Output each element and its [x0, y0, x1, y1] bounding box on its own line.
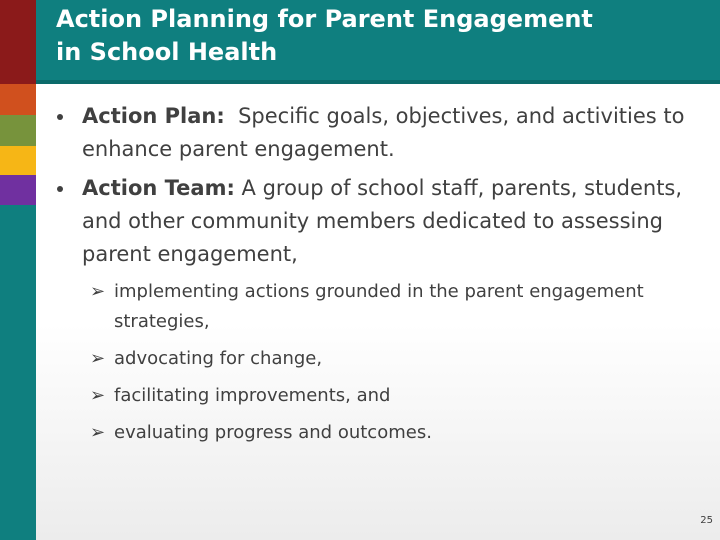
- sub-bullet-evaluating: [90, 418, 696, 448]
- slide-content: [56, 100, 696, 455]
- slide-title-line-2: in School Health: [56, 38, 278, 66]
- sub-bullet-advocating: [90, 344, 696, 374]
- side-stripe-yellow: [0, 146, 36, 175]
- bullet-text: Specific goals, objectives, and activities to enhance parent engagement.: [82, 104, 692, 161]
- title-band: [36, 0, 720, 84]
- side-stripe-green: [0, 115, 36, 146]
- bullet-term: Action Plan:: [82, 104, 225, 128]
- arrow-bullet-icon: ➢: [90, 385, 106, 406]
- arrow-bullet-icon: ➢: [90, 348, 106, 369]
- side-stripe-orange: [0, 84, 36, 115]
- sub-bullet-implementing: [90, 277, 696, 337]
- slide-title: [56, 3, 696, 69]
- side-stripe-red: [0, 0, 36, 84]
- page-number: 25: [700, 515, 713, 526]
- slide-title-line-1: Action Planning for Parent Engagement: [56, 5, 593, 33]
- bullet-action-team: [56, 172, 696, 271]
- sub-bullet-text: evaluating progress and outcomes.: [114, 422, 432, 443]
- sub-bullet-text: advocating for change,: [114, 348, 323, 369]
- bullet-action-plan: [56, 100, 696, 166]
- side-stripe-purple: [0, 175, 36, 205]
- arrow-bullet-icon: ➢: [90, 281, 106, 302]
- bullet-dot-icon: [57, 114, 63, 120]
- bullet-term: Action Team:: [82, 176, 235, 200]
- bullet-text: A group of school staff, parents, students, and other community members dedicated to assessing parent engagement,: [82, 176, 689, 266]
- arrow-bullet-icon: ➢: [90, 422, 106, 443]
- bullet-dot-icon: [57, 186, 63, 192]
- sub-bullet-text: implementing actions grounded in the parent engagement strategies,: [114, 281, 644, 332]
- sub-bullet-facilitating: [90, 381, 696, 411]
- sub-bullet-list: [56, 277, 696, 448]
- sub-bullet-text: facilitating improvements, and: [114, 385, 391, 406]
